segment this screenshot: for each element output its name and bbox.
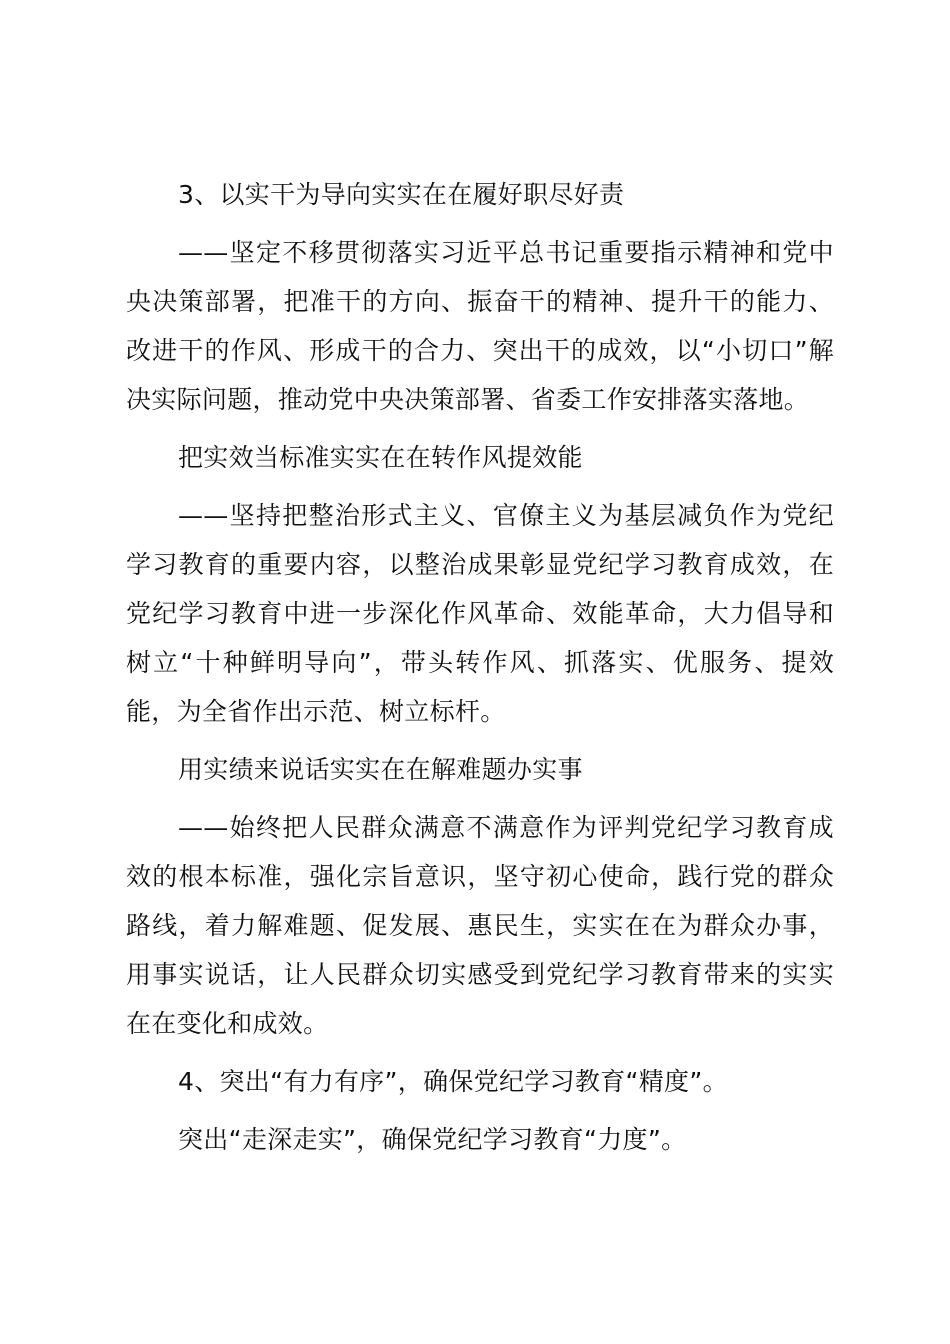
section-heading-3: 3、以实干为导向实实在在履好职尽好责 (178, 180, 625, 209)
subheading-depth: 突出“走深走实”，确保党纪学习教育“力度”。 (178, 1125, 687, 1154)
paragraph-implement-decisions: ——坚定不移贯彻落实习近平总书记重要指示精神和党中央决策部署，把准干的方向、振奋干的精神、提升干的能力、改进干的作风、形成干的合力、突出干的成效，以“小切口”解决实际问题，推动党中央决策部署、省委工作安排落实落地。 (126, 238, 834, 414)
document-body (126, 170, 834, 1173)
subheading-effectiveness: 把实效当标准实实在在转作风提效能 (178, 443, 583, 472)
section-heading-4: 4、突出“有力有序”，确保党纪学习教育“精度”。 (178, 1067, 728, 1096)
paragraph-work-style: ——坚持把整治形式主义、官僚主义为基层减负作为党纪学习教育的重要内容，以整治成果彰显党纪学习教育成效，在党纪学习教育中进一步深化作风革命、效能革命，大力倡导和树立“十种鲜明导向”，带头转作风、抓落实、优服务、提效能，为全省作出示范、树立标杆。 (126, 501, 834, 726)
paragraph-serve-people: ——始终把人民群众满意不满意作为评判党纪学习教育成效的根本标准，强化宗旨意识，坚守初心使命，践行党的群众路线，着力解难题、促发展、惠民生，实实在在为群众办事，用事实说话，让人民群众切实感受到党纪学习教育带来的实实在在变化和成效。 (126, 813, 834, 1038)
subheading-achievements: 用实绩来说话实实在在解难题办实事 (178, 755, 583, 784)
